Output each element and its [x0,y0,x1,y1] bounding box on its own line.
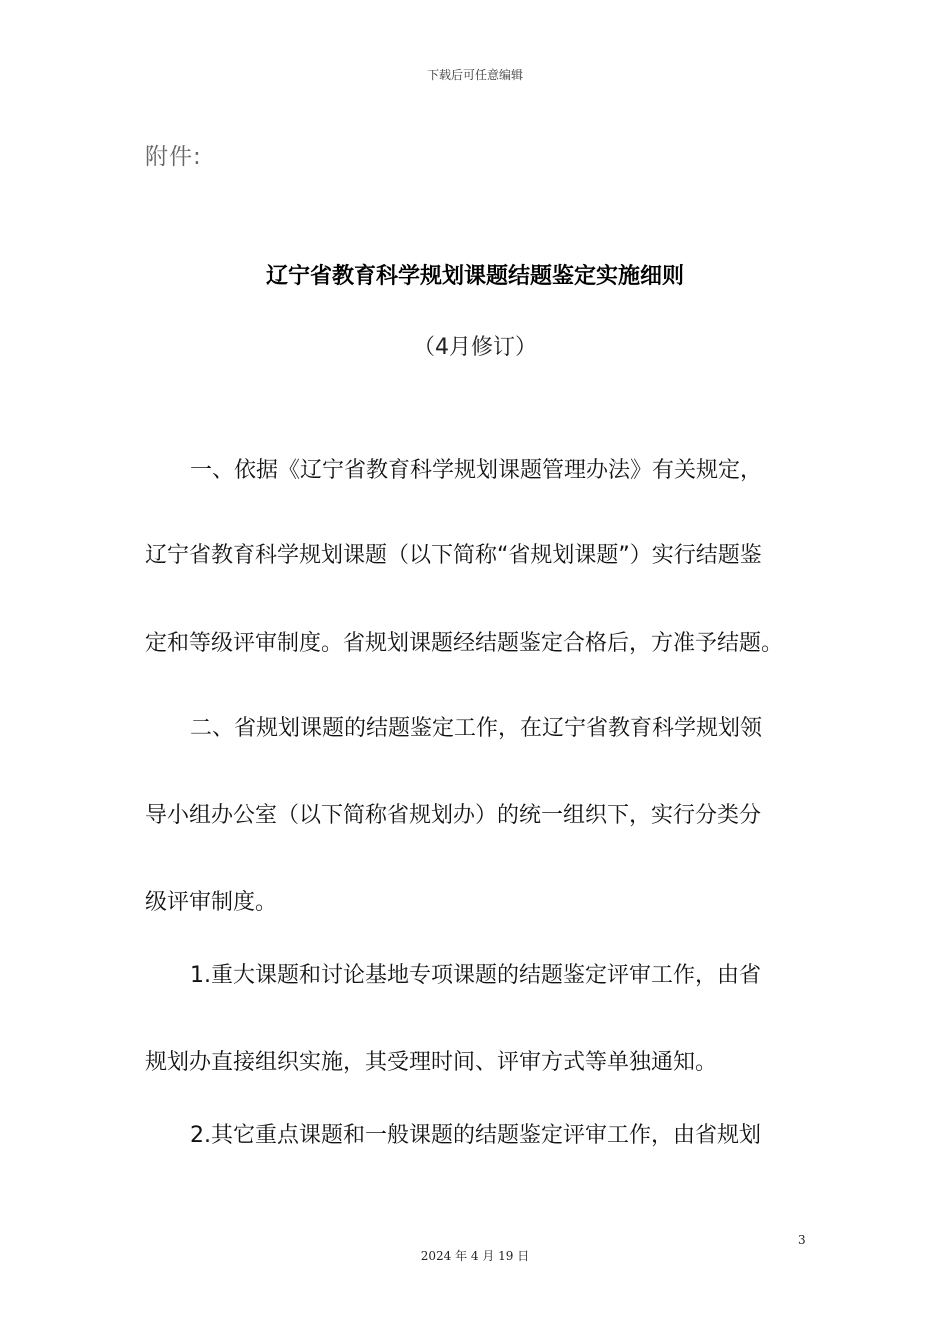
body-line: 2.其它重点课题和一般课题的结题鉴定评审工作，由省规划 [190,1123,761,1148]
body-line: 规划办直接组织实施，其受理时间、评审方式等单独通知。 [145,1050,718,1075]
body-line: 导小组办公室（以下简称省规划办）的统一组织下，实行分类分 [145,803,762,828]
body-line: 级评审制度。 [145,890,278,915]
body-line: 二、省规划课题的结题鉴定工作，在辽宁省教育科学规划领 [190,716,763,741]
body-line: 1.重大课题和讨论基地专项课题的结题鉴定评审工作，由省 [190,963,761,988]
body-line: 辽宁省教育科学规划课题（以下简称“省规划课题”）实行结题鉴 [145,543,762,568]
body-line: 定和等级评审制度。省规划课题经结题鉴定合格后，方准予结题。 [145,631,784,656]
document-title: 辽宁省教育科学规划课题结题鉴定实施细则 [265,264,684,289]
attachment-label: 附件: [145,144,202,170]
footer-date: 2024 年 4 月 19 日 [420,1249,530,1263]
page-number: 3 [798,1233,806,1247]
body-line: 一、依据《辽宁省教育科学规划课题管理办法》有关规定， [190,458,763,483]
header-note: 下载后可任意编辑 [426,68,523,82]
document-subtitle: （4月修订） [413,335,537,360]
